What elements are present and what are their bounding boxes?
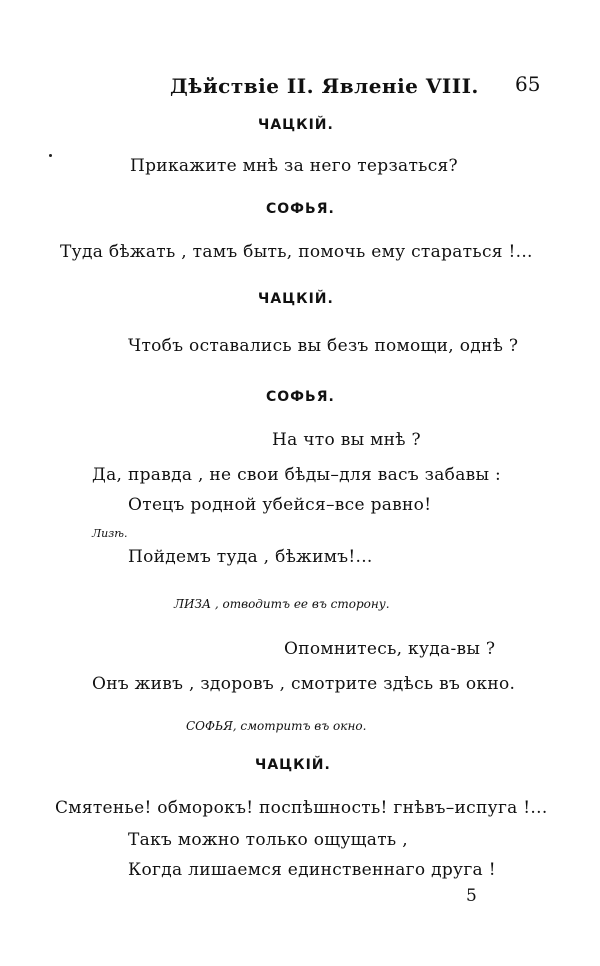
verse-line: Чтобъ оставались вы безъ помощи, однѣ ? [128,336,519,356]
speaker-sofya: СОФЬЯ. [266,389,335,405]
verse-line: Отецъ родной убейся–все равно! [128,495,432,515]
speaker-sofya: СОФЬЯ. [266,201,335,217]
running-header: Дѣйствіе II. Явленіе VIII. [170,74,479,98]
verse-line: Опомнитесь, куда-вы ? [284,639,496,659]
stage-direction: СОФЬЯ, смотритъ въ окно. [186,719,367,733]
verse-line: Такъ можно только ощущать , [128,830,408,850]
verse-line: На что вы мнѣ ? [272,430,421,450]
signature-mark: 5 [466,886,477,906]
speaker-chatsky: ЧАЦКІЙ. [258,291,334,307]
speaker-chatsky: ЧАЦКІЙ. [258,117,334,133]
stage-note: Лизѣ. [92,527,128,540]
verse-line: Онъ живъ , здоровъ , смотрите здѣсь въ окно. [92,674,516,694]
speaker-chatsky: ЧАЦКІЙ. [255,757,331,773]
verse-line: Туда бѣжать , тамъ быть, помочь ему стараться !... [60,242,533,262]
verse-line: Когда лишаемся единственнаго друга ! [128,860,496,880]
verse-line: Пойдемъ туда , бѣжимъ!... [128,547,373,567]
ink-speck [49,154,52,157]
page-number: 65 [515,72,541,96]
verse-line: Смятенье! обморокъ! поспѣшность! гнѣвъ–испуга !... [55,798,548,818]
verse-line: Да, правда , не свои бѣды–для васъ забавы : [92,465,502,485]
stage-direction: ЛИЗА , отводитъ ее въ сторону. [174,597,390,611]
verse-line: Прикажите мнѣ за него терзаться? [130,156,458,176]
